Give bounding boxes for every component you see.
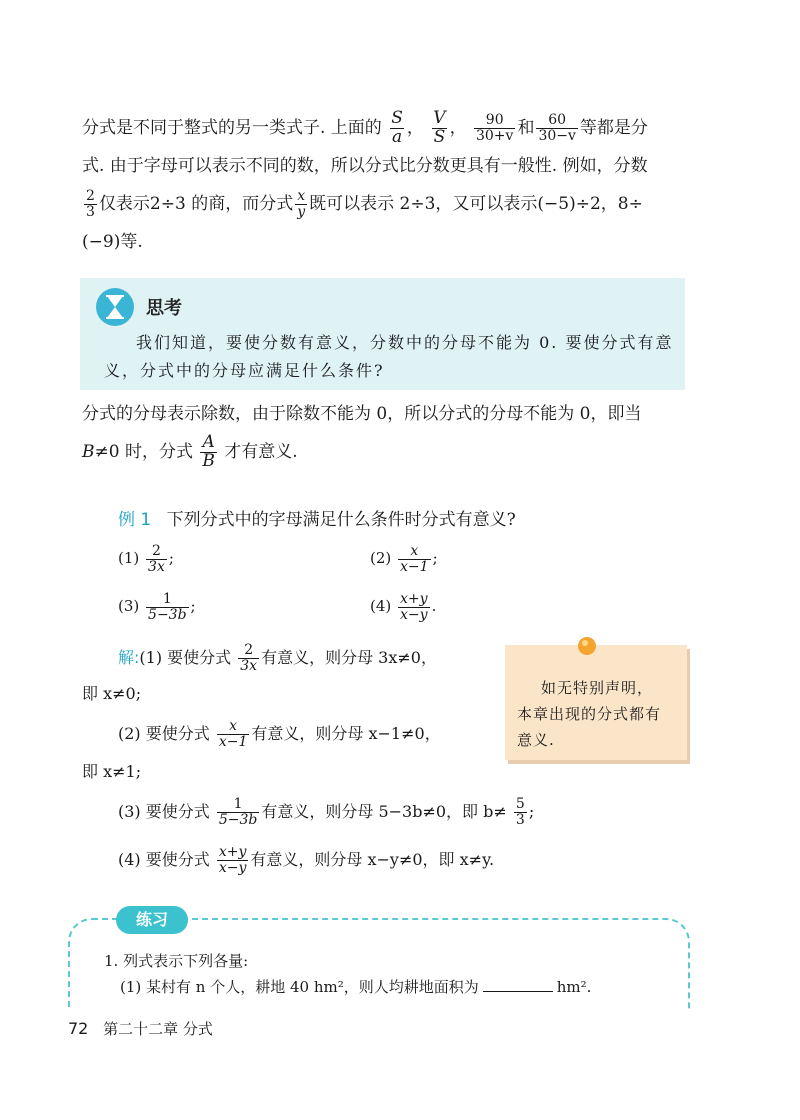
comma: ， — [406, 118, 424, 138]
fraction-x-over-y — [295, 189, 307, 219]
end: ; — [432, 549, 438, 567]
solution-line2b: 即 x≠1; — [82, 762, 142, 781]
pushpin-highlight — [582, 640, 588, 646]
den: 3x — [148, 558, 165, 575]
note-line2: 本章出现的分式都有 — [517, 705, 662, 723]
note-line3: 意义. — [517, 731, 555, 749]
example-item-1 — [118, 538, 174, 578]
fraction — [146, 544, 167, 574]
para1-line3 — [82, 184, 643, 224]
num: 1 — [233, 796, 243, 813]
chapter-title: 第二十二章 分式 — [103, 1020, 213, 1038]
example-label: 例 1 — [118, 510, 152, 530]
idx: (1) — [118, 549, 140, 567]
den: x−y — [400, 606, 428, 623]
den: 30−v — [538, 128, 576, 144]
den: 30+v — [475, 128, 514, 144]
num: V — [433, 108, 446, 129]
den: 5−3b — [218, 812, 258, 828]
fraction-5-over-3 — [514, 797, 527, 827]
fraction-90 — [474, 113, 515, 143]
practice-q1: 1. 列式表示下列各量: — [104, 952, 249, 970]
text: 仅表示2÷3 的商，而分式 — [98, 194, 294, 214]
num: x+y — [400, 590, 428, 607]
example-item-2 — [370, 538, 438, 578]
solution-line3 — [118, 792, 534, 832]
solution-line1 — [118, 638, 437, 678]
para2-line2 — [82, 432, 298, 472]
solution-label: 解: — [118, 648, 140, 667]
text: 才有意义. — [224, 442, 298, 462]
fraction — [398, 592, 430, 622]
num: x — [410, 542, 419, 559]
num: 1 — [162, 590, 172, 607]
solution-line4 — [118, 840, 494, 880]
den: S — [433, 127, 446, 147]
solution-line2 — [118, 714, 441, 754]
text: 有意义，则分母 x−1≠0， — [251, 724, 441, 743]
example-item-3 — [118, 586, 196, 626]
den: x−y — [218, 860, 247, 876]
para1-line1 — [82, 108, 648, 148]
example-heading — [118, 500, 516, 540]
text: (1) 要使分式 — [139, 648, 232, 667]
num: x — [229, 718, 238, 735]
fraction — [146, 592, 189, 622]
para2-line1: 分式的分母表示除数，由于除数不能为 0，所以分式的分母不能为 0，即当 — [82, 404, 642, 424]
text: 有意义，则分母 3x≠0， — [261, 648, 437, 667]
text: (3) 要使分式 — [118, 802, 210, 821]
fraction-2-over-3 — [84, 189, 97, 219]
think-box — [80, 278, 685, 390]
num: 5 — [515, 796, 525, 813]
fraction-A-over-B — [200, 434, 217, 471]
fraction-V-over-S — [431, 110, 447, 147]
den: 3x — [240, 658, 258, 674]
solution-line1b: 即 x≠0; — [82, 684, 142, 703]
idx: (4) — [370, 597, 392, 615]
end: . — [431, 597, 437, 615]
den: 3 — [515, 812, 525, 828]
den: 5−3b — [148, 606, 187, 623]
text: 有意义，则分母 x−y≠0，即 x≠y. — [250, 850, 495, 869]
idx: (2) — [370, 549, 392, 567]
and-text: 和 — [517, 118, 535, 138]
text: 有意义，则分母 5−3b≠0，即 b≠ — [261, 802, 507, 821]
text: (1) 某村有 n 个人，耕地 40 hm²，则人均耕地面积为 — [120, 978, 479, 996]
fraction — [217, 797, 260, 827]
example-question: 下列分式中的字母满足什么条件时分式有意义? — [166, 510, 516, 530]
fraction — [238, 643, 259, 673]
para1-line2: 式. 由于字母可以表示不同的数，所以分式比分数更具有一般性. 例如，分数 — [82, 156, 648, 176]
text: 既可以表示 2÷3，又可以表示(−5)÷2，8÷ — [309, 194, 643, 214]
den: x−1 — [400, 558, 429, 575]
pushpin-icon — [578, 637, 596, 655]
den: a — [391, 127, 403, 147]
den: y — [297, 204, 306, 220]
fraction — [217, 845, 249, 875]
den: x−1 — [218, 734, 248, 750]
think-line2: 义，分式中的分母应满足什么条件? — [104, 361, 385, 380]
note-line1: 如无特别声明， — [541, 679, 654, 697]
num: 2 — [151, 542, 161, 559]
answer-blank[interactable] — [483, 977, 553, 992]
fraction — [217, 719, 250, 749]
fraction — [398, 544, 431, 574]
end: ; — [190, 597, 196, 615]
idx: (3) — [118, 597, 140, 615]
end: ; — [528, 802, 535, 821]
page-number: 72 — [68, 1019, 89, 1038]
text: 分式是不同于整式的另一类式子. 上面的 — [82, 118, 382, 138]
text: hm². — [556, 978, 592, 996]
fraction-60 — [536, 113, 577, 143]
page-footer — [68, 1018, 213, 1039]
num: S — [391, 108, 403, 129]
num: 2 — [244, 642, 254, 659]
var-B: B — [82, 442, 95, 462]
think-title: 思考 — [146, 298, 182, 319]
num: x — [297, 188, 306, 205]
num: 2 — [86, 188, 95, 205]
fraction-S-over-a — [389, 110, 405, 147]
text: (4) 要使分式 — [118, 850, 210, 869]
num: x+y — [218, 844, 247, 861]
hourglass-icon — [96, 288, 134, 326]
num: 90 — [485, 112, 504, 129]
sticky-note — [505, 645, 687, 760]
den: B — [202, 451, 215, 471]
text: ≠0 时，分式 — [94, 442, 193, 462]
den: 3 — [86, 204, 95, 220]
para1-line4: (−9)等. — [82, 232, 143, 252]
text: 等都是分 — [579, 118, 648, 138]
num: A — [202, 432, 215, 453]
example-item-4 — [370, 586, 436, 626]
practice-tab: 练习 — [116, 906, 188, 934]
practice-q1-1 — [120, 976, 591, 997]
num: 60 — [548, 112, 567, 129]
comma: ， — [449, 118, 467, 138]
think-line1: 我们知道，要使分数有意义，分数中的分母不能为 0. 要使分式有意 — [136, 333, 674, 352]
end: ; — [168, 549, 174, 567]
text: (2) 要使分式 — [118, 724, 210, 743]
